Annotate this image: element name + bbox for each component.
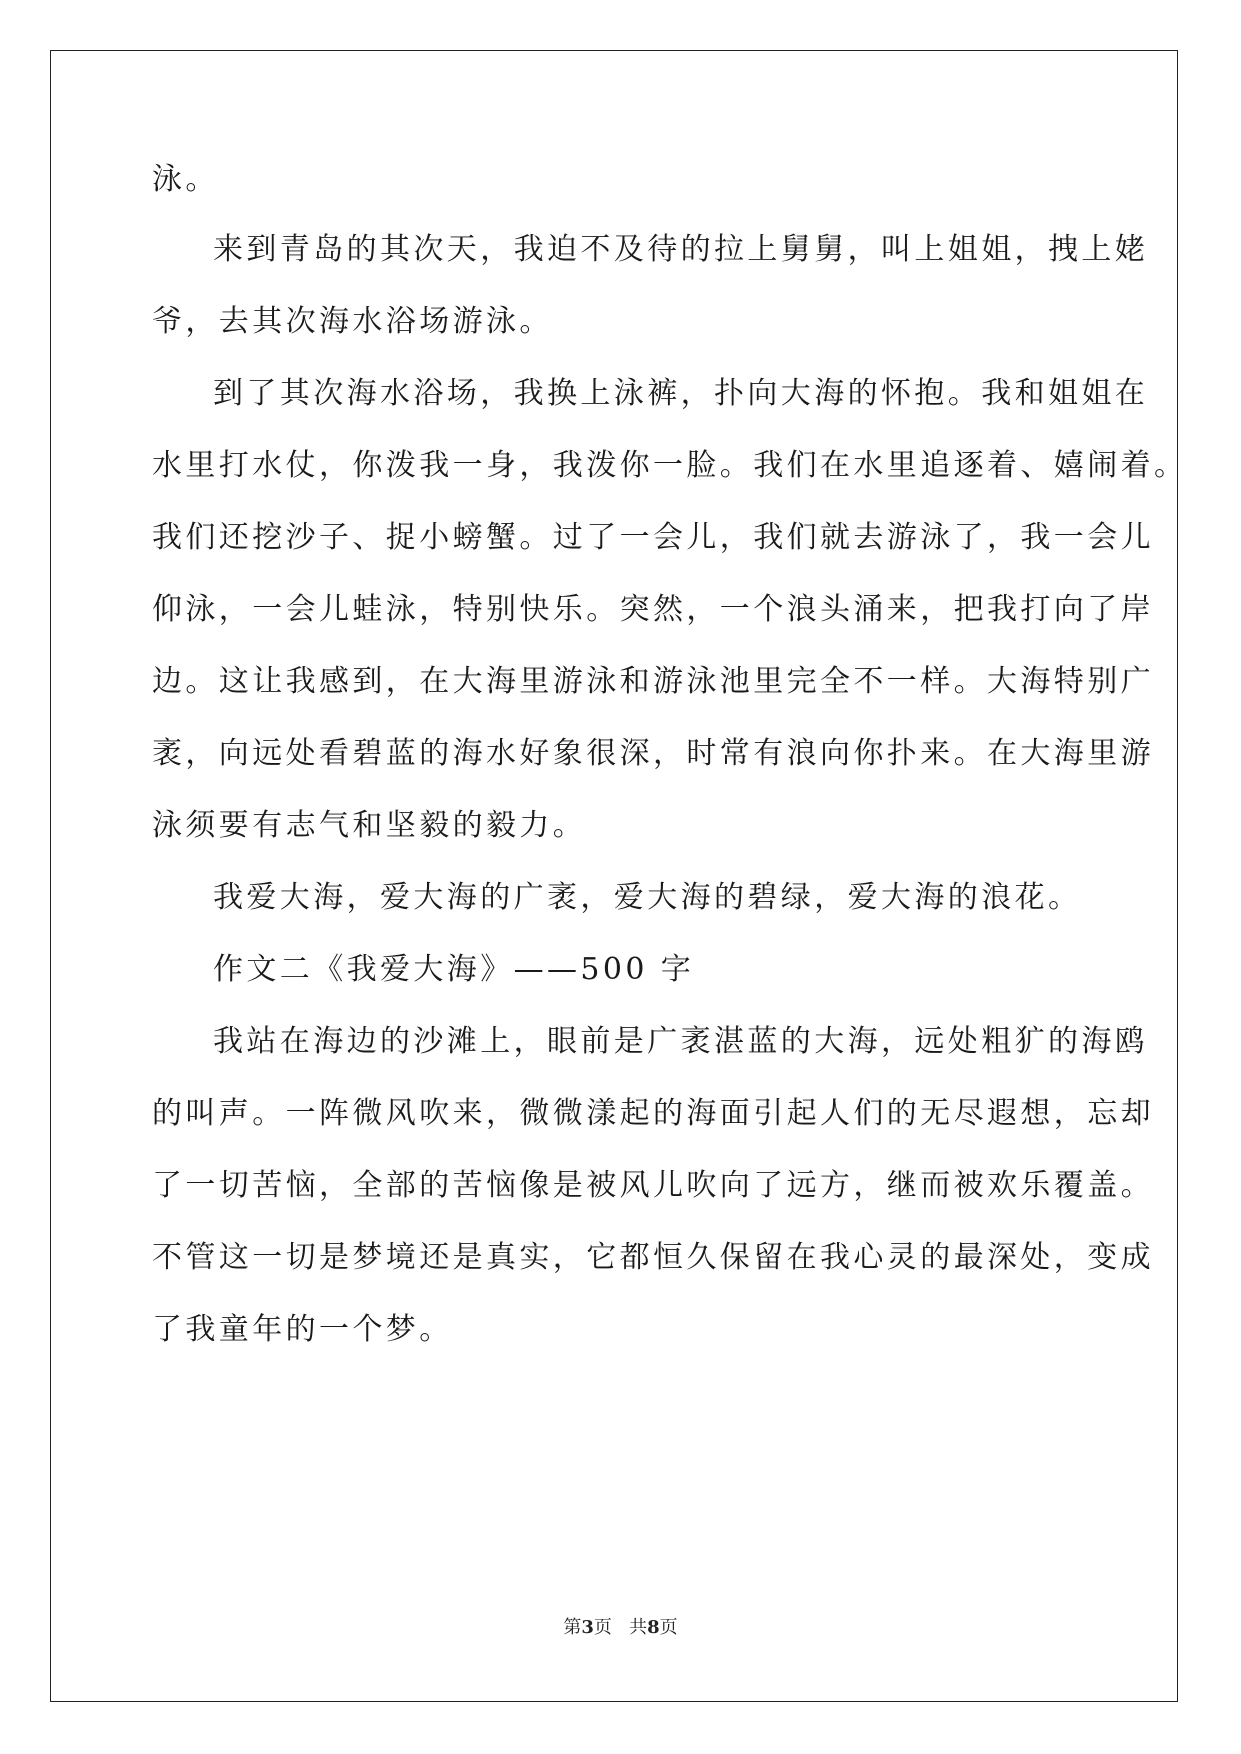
paragraph-start: 我爱大海，爱大海的广袤，爱大海的碧绿，爱大海的浪花。 [213,880,1082,915]
total-pages: 8 [647,1617,660,1638]
text-line: 仰泳，一会儿蛙泳，特别快乐。突然，一个浪头涌来，把我打向了岸 [152,592,1154,627]
text-line: 的叫声。一阵微风吹来，微微漾起的海面引起人们的无尽遐想，忘却 [152,1096,1154,1131]
paragraph-start: 我站在海边的沙滩上，眼前是广袤湛蓝的大海，远处粗犷的海鸥 [213,1024,1149,1059]
text-line: 泳须要有志气和坚毅的毅力。 [152,808,587,843]
text-line: 边。这让我感到，在大海里游泳和游泳池里完全不一样。大海特别广 [152,664,1154,699]
text-line: 了我童年的一个梦。 [152,1312,453,1347]
text-line: 袤，向远处看碧蓝的海水好象很深，时常有浪向你扑来。在大海里游 [152,736,1154,771]
section-heading: 作文二《我爱大海》——500 字 [213,952,695,987]
total-prefix: 共 [629,1617,648,1638]
page-border [50,50,1178,1702]
total-suffix: 页 [659,1617,678,1638]
text-line: 我们还挖沙子、捉小螃蟹。过了一会儿，我们就去游泳了，我一会儿 [152,520,1154,555]
text-line: 爷，去其次海水浴场游泳。 [152,304,553,339]
text-line: 泳。 [152,162,219,197]
page-number: 3 [581,1617,594,1638]
page-suffix: 页 [593,1617,612,1638]
text-line: 水里打水仗，你泼我一身，我泼你一脸。我们在水里追逐着、嬉闹着。 [152,448,1188,483]
paragraph-start: 来到青岛的其次天，我迫不及待的拉上舅舅，叫上姐姐，拽上姥 [213,232,1149,267]
paragraph-start: 到了其次海水浴场，我换上泳裤，扑向大海的怀抱。我和姐姐在 [213,376,1149,411]
text-line: 不管这一切是梦境还是真实，它都恒久保留在我心灵的最深处，变成 [152,1240,1154,1275]
page-prefix: 第 [563,1617,582,1638]
text-line: 了一切苦恼，全部的苦恼像是被风儿吹向了远方，继而被欢乐覆盖。 [152,1168,1154,1203]
page-footer [0,1616,1241,1640]
